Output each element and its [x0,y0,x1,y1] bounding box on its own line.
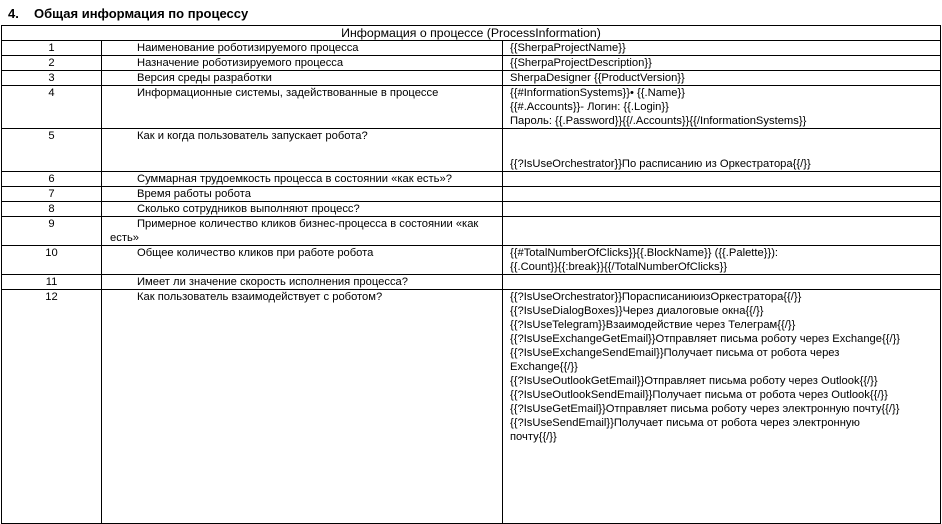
section-title: Общая информация по процессу [34,6,249,21]
row-value [503,275,941,290]
row-question [102,129,503,172]
row-number: 12 [2,290,102,524]
row-question-text: Имеет ли значение скорость исполнения процесса? [137,276,408,288]
table-row [2,56,941,71]
row-number: 7 [2,187,102,202]
row-question [102,275,503,290]
section-heading [8,6,248,21]
caption-row [2,26,941,41]
row-question-text: Информационные системы, задействованные в процессе [137,87,439,99]
table-row [2,202,941,217]
value-line: SherpaDesigner {{ProductVersion}} [510,72,685,84]
value-line: {{?IsUseOrchestrator}}ПорасписаниюизОркестратора{{/}} [510,291,802,303]
row-value [503,202,941,217]
value-line: {{#InformationSystems}}• {{.Name}} [510,87,685,99]
table-row [2,172,941,187]
row-number: 10 [2,246,102,275]
value-line: {{?IsUseOutlookGetEmail}}Отправляет письма роботу через Outlook{{/}} [510,375,878,387]
row-value [503,86,941,129]
row-value [503,129,941,172]
table-row [2,246,941,275]
row-question [102,172,503,187]
process-info-table [1,25,941,524]
value-line: {{?IsUseDialogBoxes}}Через диалоговые окна{{/}} [510,305,764,317]
row-number: 4 [2,86,102,129]
value-line [510,172,940,186]
row-value [503,187,941,202]
value-line: {{?IsUseGetEmail}}Отправляет письма роботу через электронную почту{{/}} [510,403,900,415]
row-question-text: Назначение роботизируемого процесса [137,57,344,69]
value-line: {{?IsUseTelegram}}Взаимодействие через Телеграм{{/}} [510,319,796,331]
value-line [510,143,940,157]
value-line: {{#TotalNumberOfClicks}}{{.BlockName}} ({{.Palette}}): [510,247,779,259]
row-question [102,202,503,217]
row-number: 8 [2,202,102,217]
value-line: Exchange{{/}} [510,361,578,373]
row-question-text: Наименование роботизируемого процесса [137,42,359,54]
row-question-text: Как и когда пользователь запускает робота? [137,130,368,142]
table-row [2,71,941,86]
value-line: {{SherpaProjectDescription}} [510,57,652,69]
table-caption: Информация о процессе (ProcessInformation) [2,26,941,41]
row-question-text: Общее количество кликов при работе робота [137,247,374,259]
row-question [102,71,503,86]
row-value [503,56,941,71]
value-line: Пароль: {{.Password}}{{/.Accounts}}{{/InformationSystems}} [510,115,807,127]
table-row [2,275,941,290]
row-question [102,56,503,71]
row-question-text: Время работы робота [137,188,251,200]
value-line: {{SherpaProjectName}} [510,42,626,54]
row-value [503,290,941,524]
table-row [2,290,941,524]
value-line: {{#.Accounts}}- Логин: {{.Login}} [510,101,669,113]
row-value [503,246,941,275]
value-line [510,275,940,289]
table-row [2,41,941,56]
value-line: {{?IsUseExchangeSendEmail}}Получает письма от робота через [510,347,840,359]
section-number: 4. [8,6,19,21]
value-line: {{?IsUseExchangeGetEmail}}Отправляет письма роботу через Exchange{{/}} [510,333,901,345]
row-value [503,217,941,246]
value-line: почту{{/}} [510,431,557,443]
row-question [102,187,503,202]
row-question-text: Примерное количество кликов бизнес-процесса в состоянии «как есть» [110,218,479,244]
row-number: 5 [2,129,102,172]
row-number: 6 [2,172,102,187]
row-question [102,86,503,129]
row-question [102,246,503,275]
row-question-text: Как пользователь взаимодействует с роботом? [137,291,383,303]
row-question [102,41,503,56]
row-value [503,71,941,86]
row-question-text: Суммарная трудоемкость процесса в состоянии «как есть»? [137,173,452,185]
value-line: {{?IsUseSendEmail}}Получает письма от робота через электронную [510,417,860,429]
table-row [2,217,941,246]
row-number: 3 [2,71,102,86]
row-number: 2 [2,56,102,71]
row-question-text: Сколько сотрудников выполняют процесс? [137,203,360,215]
row-question [102,217,503,246]
table-row [2,187,941,202]
value-line [510,202,940,216]
value-line: {{?IsUseOutlookSendEmail}}Получает письма от робота через Outlook{{/}} [510,389,888,401]
row-number: 11 [2,275,102,290]
table-row [2,86,941,129]
value-line [510,129,940,143]
value-line: {{?IsUseOrchestrator}}По расписанию из Оркестратора{{/}} [510,158,811,170]
table-row [2,129,941,172]
row-question-text: Версия среды разработки [137,72,272,84]
value-line [510,217,940,231]
value-line [510,187,940,201]
row-value [503,41,941,56]
row-number: 1 [2,41,102,56]
value-line: {{.Count}}{{:break}}{{/TotalNumberOfClicks}} [510,261,728,273]
row-value [503,172,941,187]
row-number: 9 [2,217,102,246]
row-question [102,290,503,524]
